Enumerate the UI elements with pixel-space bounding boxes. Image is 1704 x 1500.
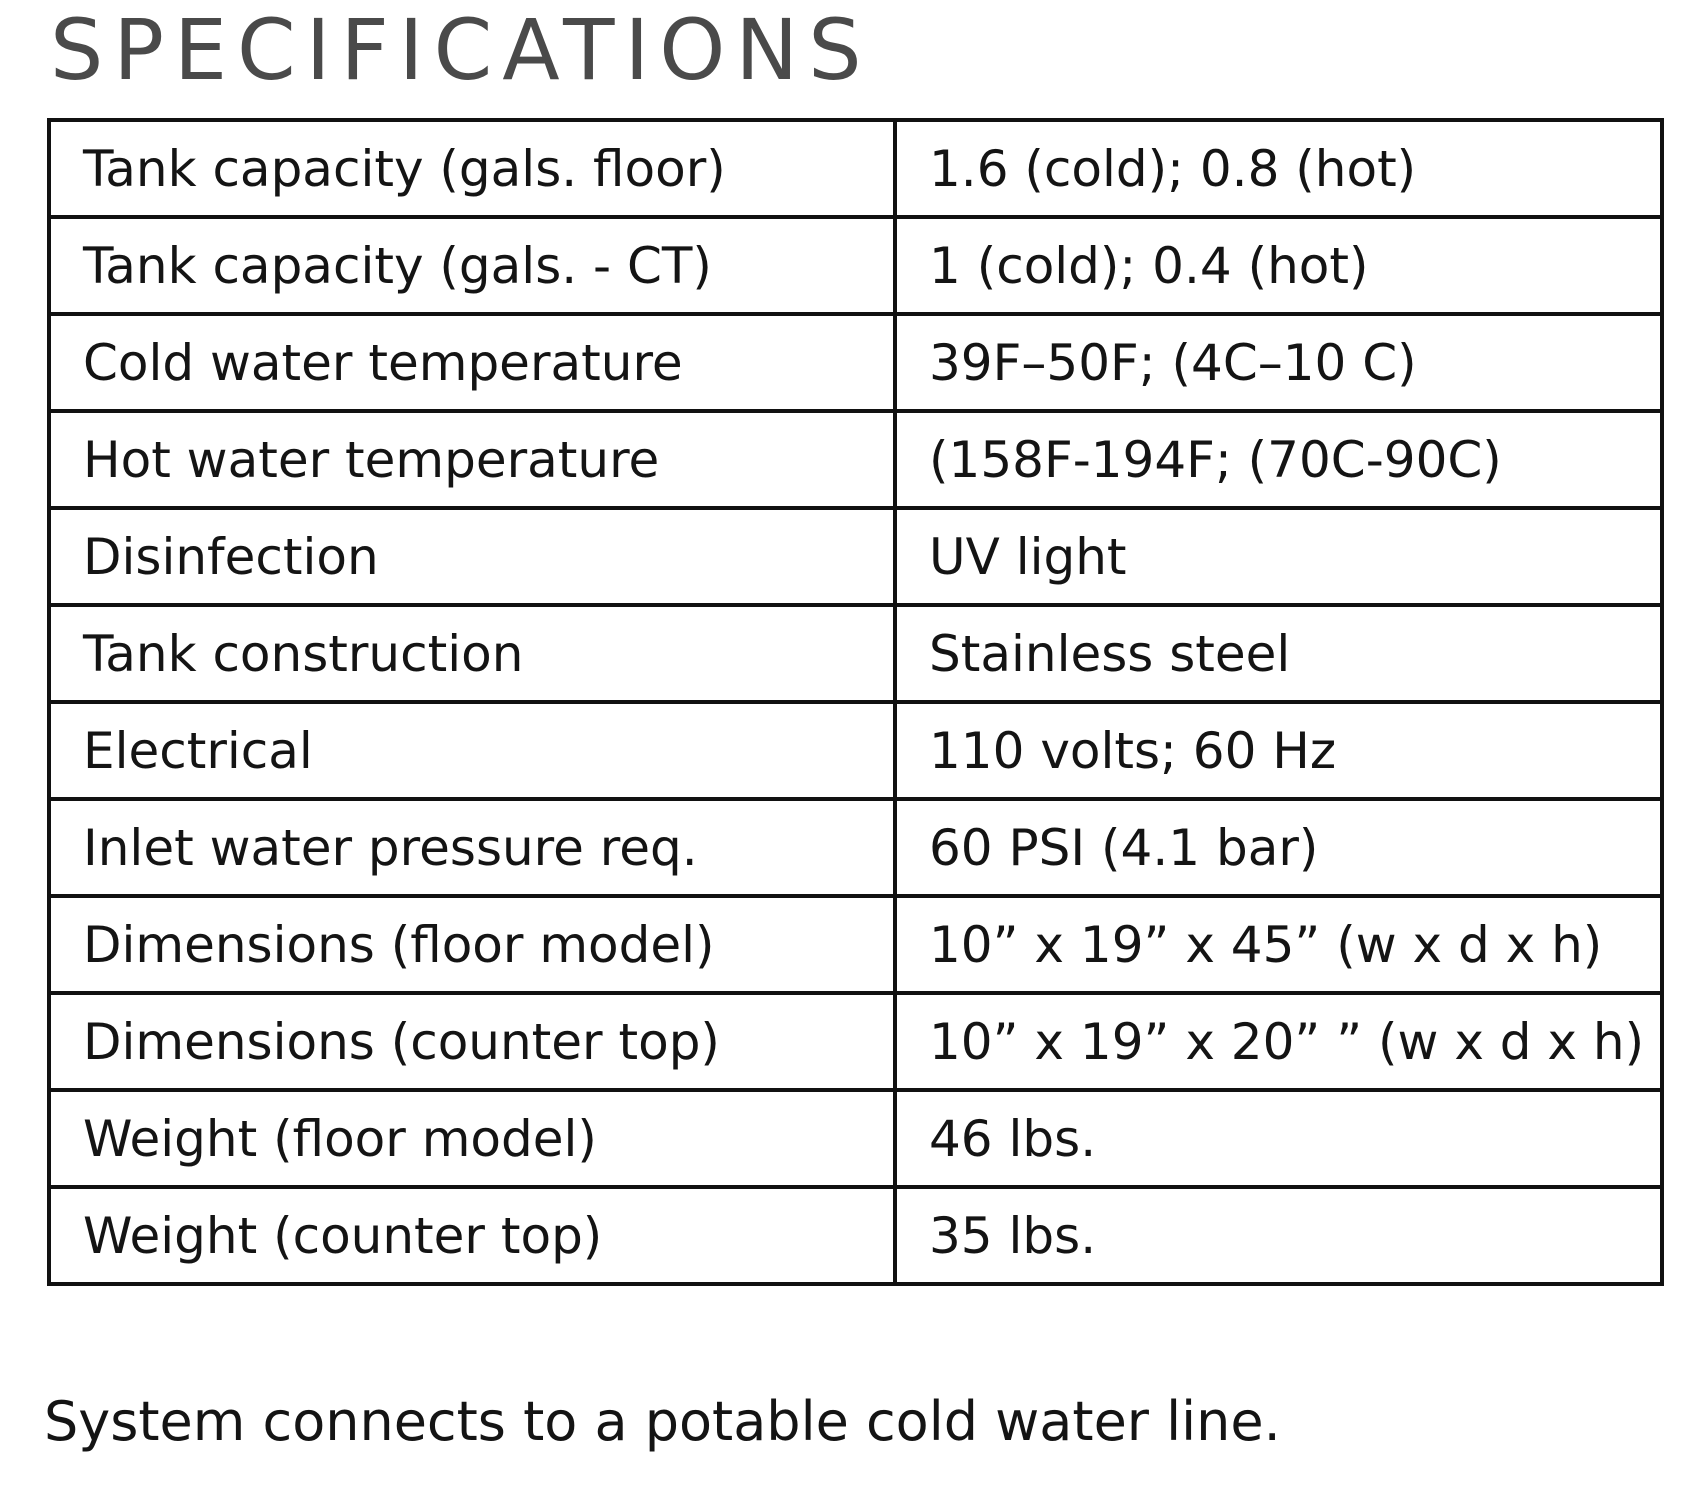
spec-value: UV light	[895, 508, 1662, 605]
table-row	[49, 411, 1662, 508]
spec-label: Cold water temperature	[49, 314, 895, 411]
table-row	[49, 314, 1662, 411]
spec-label: Tank construction	[49, 605, 895, 702]
spec-value: 10” x 19” x 20” ” (w x d x h)	[895, 993, 1662, 1090]
spec-value: 10” x 19” x 45” (w x d x h)	[895, 896, 1662, 993]
spec-label: Weight (counter top)	[49, 1187, 895, 1284]
spec-value: 46 lbs.	[895, 1090, 1662, 1187]
spec-value: 1 (cold); 0.4 (hot)	[895, 217, 1662, 314]
spec-value: 60 PSI (4.1 bar)	[895, 799, 1662, 896]
spec-label: Disinfection	[49, 508, 895, 605]
table-row	[49, 605, 1662, 702]
page-title: SPECIFICATIONS	[50, 1, 872, 99]
table-row	[49, 1090, 1662, 1187]
spec-label: Dimensions (counter top)	[49, 993, 895, 1090]
table-row	[49, 1187, 1662, 1284]
table-row	[49, 217, 1662, 314]
spec-label: Weight (floor model)	[49, 1090, 895, 1187]
table-row	[49, 896, 1662, 993]
footer-note: System connects to a potable cold water line.	[44, 1390, 1281, 1453]
spec-value: 35 lbs.	[895, 1187, 1662, 1284]
specifications-table	[47, 118, 1664, 1286]
spec-label: Tank capacity (gals. floor)	[49, 120, 895, 217]
spec-value: 39F–50F; (4C–10 C)	[895, 314, 1662, 411]
table-row	[49, 508, 1662, 605]
spec-value: (158F-194F; (70C-90C)	[895, 411, 1662, 508]
spec-label: Tank capacity (gals. - CT)	[49, 217, 895, 314]
spec-value: 1.6 (cold); 0.8 (hot)	[895, 120, 1662, 217]
table-row	[49, 120, 1662, 217]
spec-label: Inlet water pressure req.	[49, 799, 895, 896]
table-row	[49, 799, 1662, 896]
spec-label: Electrical	[49, 702, 895, 799]
spec-value: 110 volts; 60 Hz	[895, 702, 1662, 799]
table-row	[49, 702, 1662, 799]
spec-label: Dimensions (floor model)	[49, 896, 895, 993]
spec-value: Stainless steel	[895, 605, 1662, 702]
spec-label: Hot water temperature	[49, 411, 895, 508]
table-row	[49, 993, 1662, 1090]
